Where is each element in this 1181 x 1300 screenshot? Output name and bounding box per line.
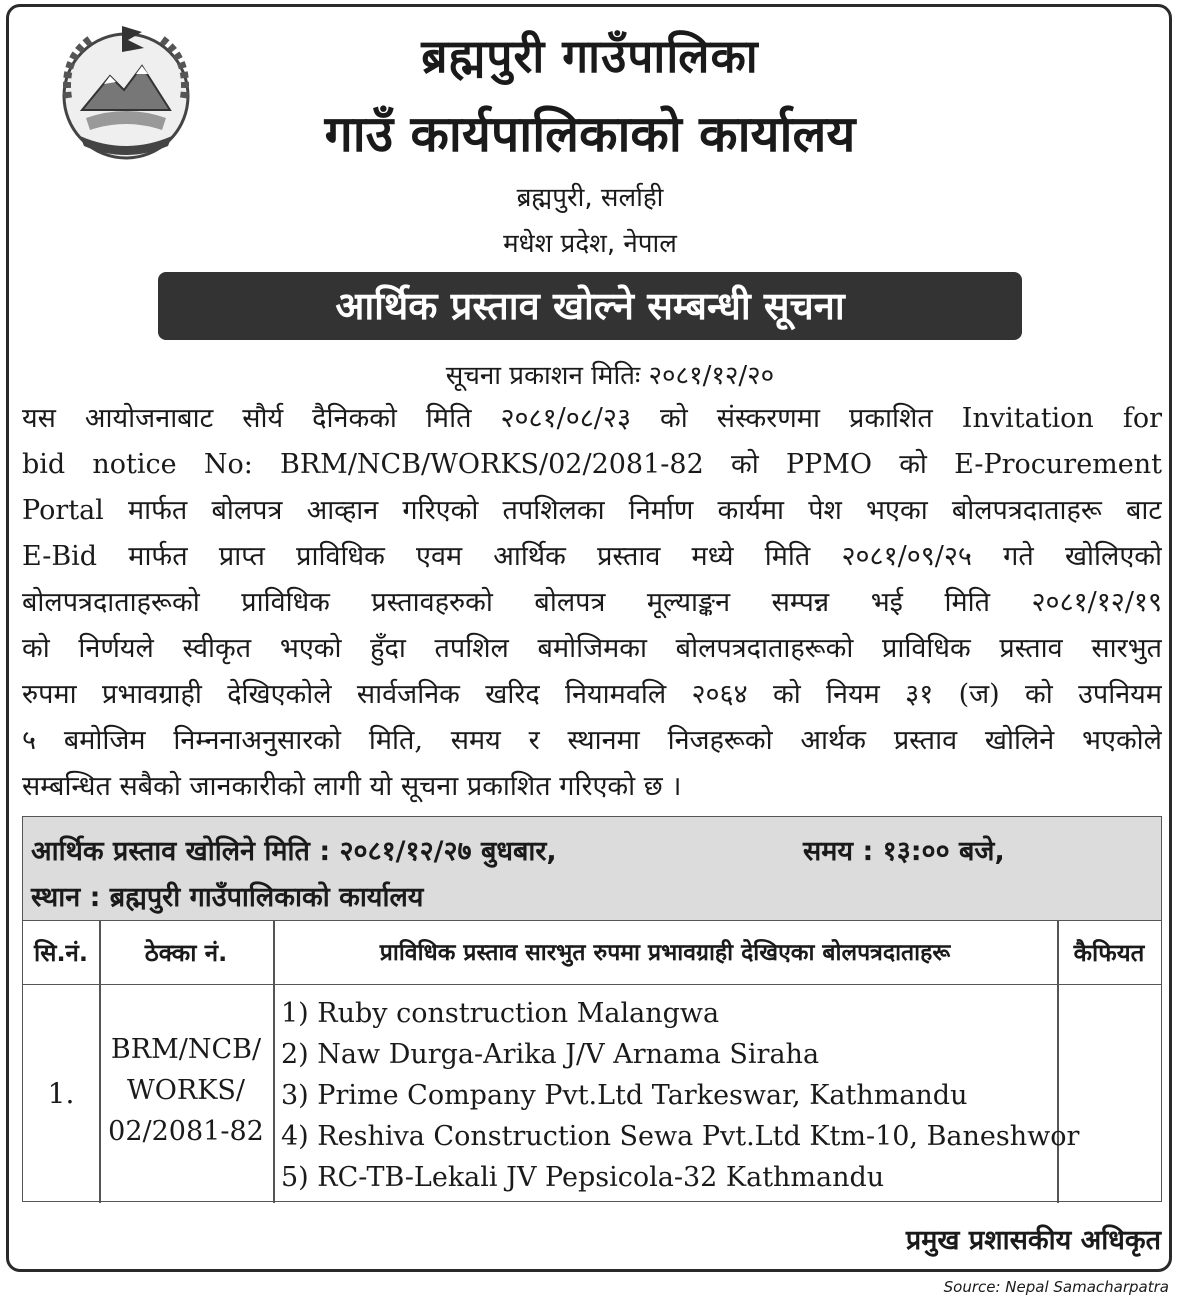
column-header-contract: ठेक्का नं. (144, 939, 228, 967)
row-remarks (1057, 985, 1161, 1203)
body-line: सम्बन्धित सबैको जानकारीको लागी यो सूचना प्रकाशित गरिएको छ । (22, 771, 682, 802)
body-line: यस आयोजनाबाट सौर्य दैनिकको मिति २०८१/०८/२३ को संस्करणमा प्रकाशित Invitation for (22, 403, 1162, 434)
column-header-remarks: कैफियत (1073, 939, 1145, 967)
opening-time: समय : १३:०० बजे, (803, 836, 1005, 867)
body-line: बोलपत्रदाताहरूको प्राविधिक प्रस्तावहरुको बोलपत्र मूल्याङ्कन सम्पन्न भई मिति २०८१/१२/१९ (22, 587, 1162, 618)
list-item: 3) Prime Company Pvt.Ltd Tarkeswar, Kathmandu (281, 1080, 968, 1111)
office-name: गाउँ कार्यपालिकाको कार्यालय (324, 105, 856, 163)
opening-info (23, 817, 1161, 921)
contract-no-line: BRM/NCB/ (110, 1034, 262, 1065)
row-sn: 1. (47, 1077, 75, 1110)
table-header (23, 921, 1161, 985)
notice-title: आर्थिक प्रस्ताव खोल्ने सम्बन्धी सूचना (158, 272, 1022, 340)
source-credit: Source: Nepal Samacharpatra (943, 1278, 1169, 1296)
municipality-name: ब्रह्मपुरी गाउँपालिका (421, 29, 759, 83)
bidders-table (22, 816, 1162, 1202)
province-line: मधेश प्रदेश, नेपाल (503, 229, 677, 259)
opening-date: आर्थिक प्रस्ताव खोलिने मिति : २०८१/१२/२७ बुधबार, (31, 836, 557, 867)
body-line: E-Bid मार्फत प्राप्त प्राविधिक एवम आर्थिक प्रस्ताव मध्ये मिति २०८१/०९/२५ गते खोलिएको (22, 541, 1162, 572)
opening-location: स्थान : ब्रह्मपुरी गाउँपालिकाको कार्यालय (31, 882, 424, 913)
list-item: 1) Ruby construction Malangwa (281, 998, 720, 1029)
column-header-bidders: प्राविधिक प्रस्ताव सारभुत रुपमा प्रभावग्राही देखिएका बोलपत्रदाताहरू (379, 940, 951, 966)
publish-date: सूचना प्रकाशन मितिः २०८१/१२/२० (445, 361, 775, 391)
body-line: bid notice No: BRM/NCB/WORKS/02/2081-82 को PPMO को E-Procurement (22, 449, 1162, 480)
list-item: 5) RC-TB-Lekali JV Pepsicola-32 Kathmandu (281, 1162, 885, 1193)
row-contract-no (99, 1029, 273, 1152)
bidder-list (281, 993, 1080, 1198)
column-header-sn: सि.नं. (34, 939, 88, 967)
body-line: Portal मार्फत बोलपत्र आव्हान गरिएको तपशिलका निर्माण कार्यमा पेश भएका बोलपत्रदाताहरू बाट (22, 495, 1162, 526)
body-line: को निर्णयले स्वीकृत भएको हुँदा तपशिल बमोजिमका बोलपत्रदाताहरूको प्राविधिक प्रस्ताव सारभुत (22, 633, 1162, 664)
notice-body (22, 396, 1162, 810)
contract-no-line: 02/2081-82 (108, 1116, 264, 1147)
address-line: ब्रह्मपुरी, सर्लाही (516, 183, 664, 213)
column-divider (273, 921, 275, 1203)
signature: प्रमुख प्रशासकीय अधिकृत (905, 1225, 1161, 1256)
body-line: ५ बमोजिम निम्ननाअनुसारको मिति, समय र स्थानमा निजहरूको आर्थक प्रस्ताव खोलिने भएकोले (22, 725, 1162, 756)
contract-no-line: WORKS/ (127, 1075, 245, 1106)
list-item: 4) Reshiva Construction Sewa Pvt.Ltd Ktm-10, Baneshwor (281, 1121, 1080, 1152)
nepal-emblem-icon (52, 18, 200, 168)
list-item: 2) Naw Durga-Arika J/V Arnama Siraha (281, 1039, 820, 1070)
body-line: रुपमा प्रभावग्राही देखिएकोले सार्वजनिक खरिद नियामवलि २०६४ को नियम ३१ (ज) को उपनियम (22, 679, 1162, 710)
